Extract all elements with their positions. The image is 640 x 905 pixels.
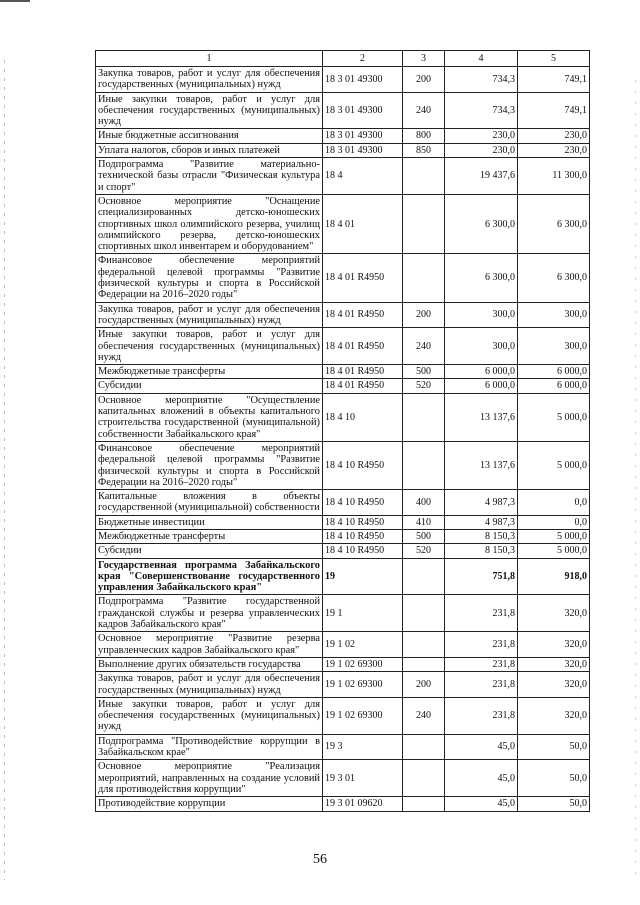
row-code-cell: 19 1 02 69300	[323, 657, 403, 671]
table-row	[96, 595, 590, 632]
table-row	[96, 393, 590, 441]
row-amount-col5-cell: 320,0	[518, 697, 590, 734]
row-amount-col5-cell: 320,0	[518, 595, 590, 632]
table-row	[96, 194, 590, 253]
header-col-3: 3	[403, 51, 445, 67]
row-amount-col5-cell: 5 000,0	[518, 529, 590, 543]
row-name-cell: Основное мероприятие "Оснащение специализированных детско-юношеских спортивных школ олимпийского резерва, училищ олимпийского резерва, детско-юношеских спортивных школ инвентарем и оборудованием"	[96, 194, 323, 253]
row-amount-col5-cell: 749,1	[518, 67, 590, 93]
table-row	[96, 441, 590, 489]
row-code-cell: 18 4 10 R4950	[323, 529, 403, 543]
row-name-cell: Иные закупки товаров, работ и услуг для обеспечения государственных (муниципальных) нужд	[96, 697, 323, 734]
row-name-cell: Межбюджетные трансферты	[96, 529, 323, 543]
row-amount-col5-cell: 749,1	[518, 92, 590, 129]
row-amount-col5-cell: 320,0	[518, 632, 590, 658]
row-code-cell: 18 4 01 R4950	[323, 365, 403, 379]
row-expense-type-cell: 200	[403, 672, 445, 698]
row-code-cell: 18 4 01 R4950	[323, 254, 403, 302]
row-expense-type-cell: 850	[403, 143, 445, 157]
scan-edge-left	[4, 60, 5, 880]
row-amount-col4-cell: 751,8	[445, 558, 518, 595]
row-amount-col4-cell: 13 137,6	[445, 441, 518, 489]
row-amount-col5-cell: 50,0	[518, 760, 590, 797]
table-row	[96, 515, 590, 529]
row-amount-col4-cell: 230,0	[445, 143, 518, 157]
row-code-cell: 19 3 01	[323, 760, 403, 797]
row-expense-type-cell: 500	[403, 529, 445, 543]
row-expense-type-cell	[403, 760, 445, 797]
row-amount-col4-cell: 231,8	[445, 595, 518, 632]
table-row	[96, 379, 590, 393]
row-code-cell: 18 4 10 R4950	[323, 441, 403, 489]
table-row	[96, 67, 590, 93]
row-amount-col5-cell: 11 300,0	[518, 158, 590, 195]
header-col-1: 1	[96, 51, 323, 67]
row-name-cell: Закупка товаров, работ и услуг для обеспечения государственных (муниципальных) нужд	[96, 672, 323, 698]
row-name-cell: Иные закупки товаров, работ и услуг для обеспечения государственных (муниципальных) нужд	[96, 328, 323, 365]
row-code-cell: 19 1 02 69300	[323, 672, 403, 698]
row-expense-type-cell: 240	[403, 328, 445, 365]
table-row	[96, 158, 590, 195]
row-name-cell: Уплата налогов, сборов и иных платежей	[96, 143, 323, 157]
row-amount-col5-cell: 5 000,0	[518, 441, 590, 489]
row-name-cell: Финансовое обеспечение мероприятий федеральной целевой программы "Развитие физической культуры и спорта в Российской Федерации на 2016–2020 годы"	[96, 254, 323, 302]
table-row	[96, 697, 590, 734]
table-row	[96, 657, 590, 671]
row-expense-type-cell: 500	[403, 365, 445, 379]
row-amount-col5-cell: 50,0	[518, 734, 590, 760]
row-name-cell: Основное мероприятие "Развитие резерва управленческих кадров Забайкальского края"	[96, 632, 323, 658]
row-expense-type-cell	[403, 254, 445, 302]
row-amount-col4-cell: 231,8	[445, 657, 518, 671]
row-amount-col4-cell: 8 150,3	[445, 529, 518, 543]
row-name-cell: Подпрограмма "Противодействие коррупции в Забайкальском крае"	[96, 734, 323, 760]
row-amount-col4-cell: 231,8	[445, 697, 518, 734]
row-amount-col4-cell: 6 300,0	[445, 194, 518, 253]
row-amount-col4-cell: 45,0	[445, 734, 518, 760]
table-row	[96, 672, 590, 698]
row-name-cell: Государственная программа Забайкальского края "Совершенствование государственного управления Забайкальского края"	[96, 558, 323, 595]
row-amount-col4-cell: 4 987,3	[445, 490, 518, 516]
row-code-cell: 19 3 01 09620	[323, 797, 403, 811]
row-expense-type-cell: 200	[403, 302, 445, 328]
row-amount-col4-cell: 45,0	[445, 797, 518, 811]
row-amount-col4-cell: 6 000,0	[445, 379, 518, 393]
row-code-cell: 18 3 01 49300	[323, 143, 403, 157]
table-row	[96, 734, 590, 760]
row-amount-col5-cell: 320,0	[518, 657, 590, 671]
row-code-cell: 18 4 10 R4950	[323, 544, 403, 558]
row-name-cell: Субсидии	[96, 379, 323, 393]
row-name-cell: Капитальные вложения в объекты государственной (муниципальной) собственности	[96, 490, 323, 516]
row-amount-col5-cell: 300,0	[518, 302, 590, 328]
row-amount-col4-cell: 8 150,3	[445, 544, 518, 558]
row-name-cell: Подпрограмма "Развитие государственной гражданской службы и резерва управленческих кадров Забайкальского края"	[96, 595, 323, 632]
table-row	[96, 92, 590, 129]
page-number: 56	[313, 852, 327, 867]
row-amount-col4-cell: 6 000,0	[445, 365, 518, 379]
row-expense-type-cell: 520	[403, 379, 445, 393]
row-code-cell: 18 4 01 R4950	[323, 302, 403, 328]
row-amount-col5-cell: 0,0	[518, 490, 590, 516]
table-row	[96, 558, 590, 595]
row-expense-type-cell: 240	[403, 92, 445, 129]
row-expense-type-cell	[403, 734, 445, 760]
row-name-cell: Межбюджетные трансферты	[96, 365, 323, 379]
row-name-cell: Закупка товаров, работ и услуг для обеспечения государственных (муниципальных) нужд	[96, 67, 323, 93]
row-name-cell: Бюджетные инвестиции	[96, 515, 323, 529]
table-row	[96, 129, 590, 143]
row-name-cell: Выполнение других обязательств государства	[96, 657, 323, 671]
row-code-cell: 19 3	[323, 734, 403, 760]
row-amount-col5-cell: 6 000,0	[518, 379, 590, 393]
row-amount-col5-cell: 5 000,0	[518, 393, 590, 441]
row-code-cell: 18 4 01	[323, 194, 403, 253]
table-row	[96, 544, 590, 558]
row-name-cell: Основное мероприятие "Осуществление капитальных вложений в объекты капитального строительства государственной (муниципальной) собственности Забайкальского края"	[96, 393, 323, 441]
row-expense-type-cell: 410	[403, 515, 445, 529]
row-amount-col4-cell: 230,0	[445, 129, 518, 143]
row-code-cell: 18 4 01 R4950	[323, 379, 403, 393]
table-row	[96, 490, 590, 516]
table-row	[96, 529, 590, 543]
row-expense-type-cell	[403, 158, 445, 195]
row-code-cell: 18 4 10 R4950	[323, 515, 403, 529]
row-amount-col5-cell: 5 000,0	[518, 544, 590, 558]
table-row	[96, 254, 590, 302]
table-row	[96, 760, 590, 797]
row-name-cell: Финансовое обеспечение мероприятий федеральной целевой программы "Развитие физической культуры и спорта в Российской Федерации на 2016–2020 годы"	[96, 441, 323, 489]
row-code-cell: 19	[323, 558, 403, 595]
row-expense-type-cell: 400	[403, 490, 445, 516]
row-amount-col4-cell: 6 300,0	[445, 254, 518, 302]
table-row	[96, 365, 590, 379]
row-amount-col5-cell: 230,0	[518, 143, 590, 157]
row-code-cell: 19 1 02 69300	[323, 697, 403, 734]
budget-table-body	[96, 51, 590, 812]
row-expense-type-cell: 240	[403, 697, 445, 734]
row-code-cell: 18 4 10 R4950	[323, 490, 403, 516]
row-amount-col4-cell: 300,0	[445, 328, 518, 365]
row-code-cell: 18 4 01 R4950	[323, 328, 403, 365]
row-code-cell: 19 1 02	[323, 632, 403, 658]
row-amount-col5-cell: 50,0	[518, 797, 590, 811]
row-amount-col4-cell: 19 437,6	[445, 158, 518, 195]
row-expense-type-cell	[403, 441, 445, 489]
row-amount-col4-cell: 300,0	[445, 302, 518, 328]
row-amount-col4-cell: 734,3	[445, 67, 518, 93]
row-amount-col5-cell: 0,0	[518, 515, 590, 529]
row-expense-type-cell: 800	[403, 129, 445, 143]
row-amount-col5-cell: 6 300,0	[518, 254, 590, 302]
header-col-5: 5	[518, 51, 590, 67]
row-name-cell: Основное мероприятие "Реализация мероприятий, направленных на создание условий для противодействия коррупции"	[96, 760, 323, 797]
row-expense-type-cell	[403, 393, 445, 441]
row-amount-col5-cell: 320,0	[518, 672, 590, 698]
table-row	[96, 328, 590, 365]
row-expense-type-cell	[403, 595, 445, 632]
row-name-cell: Подпрограмма "Развитие материально-технической базы отрасли "Физическая культура и спорт"	[96, 158, 323, 195]
header-row	[96, 51, 590, 67]
header-col-2: 2	[323, 51, 403, 67]
row-code-cell: 18 4	[323, 158, 403, 195]
row-expense-type-cell	[403, 632, 445, 658]
row-code-cell: 19 1	[323, 595, 403, 632]
row-code-cell: 18 4 10	[323, 393, 403, 441]
row-expense-type-cell	[403, 194, 445, 253]
row-expense-type-cell: 520	[403, 544, 445, 558]
row-expense-type-cell	[403, 558, 445, 595]
row-amount-col4-cell: 4 987,3	[445, 515, 518, 529]
row-amount-col5-cell: 230,0	[518, 129, 590, 143]
row-code-cell: 18 3 01 49300	[323, 67, 403, 93]
row-amount-col4-cell: 13 137,6	[445, 393, 518, 441]
row-code-cell: 18 3 01 49300	[323, 129, 403, 143]
row-name-cell: Субсидии	[96, 544, 323, 558]
row-expense-type-cell	[403, 657, 445, 671]
row-name-cell: Иные закупки товаров, работ и услуг для обеспечения государственных (муниципальных) нужд	[96, 92, 323, 129]
scan-mark	[0, 0, 30, 2]
row-amount-col4-cell: 231,8	[445, 672, 518, 698]
row-amount-col5-cell: 918,0	[518, 558, 590, 595]
row-amount-col5-cell: 300,0	[518, 328, 590, 365]
table-row	[96, 632, 590, 658]
row-amount-col4-cell: 231,8	[445, 632, 518, 658]
row-amount-col4-cell: 734,3	[445, 92, 518, 129]
row-expense-type-cell	[403, 797, 445, 811]
header-col-4: 4	[445, 51, 518, 67]
row-amount-col4-cell: 45,0	[445, 760, 518, 797]
row-amount-col5-cell: 6 300,0	[518, 194, 590, 253]
row-code-cell: 18 3 01 49300	[323, 92, 403, 129]
row-name-cell: Закупка товаров, работ и услуг для обеспечения государственных (муниципальных) нужд	[96, 302, 323, 328]
table-row	[96, 143, 590, 157]
row-amount-col5-cell: 6 000,0	[518, 365, 590, 379]
table-row	[96, 302, 590, 328]
row-name-cell: Противодействие коррупции	[96, 797, 323, 811]
row-expense-type-cell: 200	[403, 67, 445, 93]
row-name-cell: Иные бюджетные ассигнования	[96, 129, 323, 143]
budget-table	[95, 50, 590, 812]
table-row	[96, 797, 590, 811]
scan-edge-right	[635, 80, 636, 880]
